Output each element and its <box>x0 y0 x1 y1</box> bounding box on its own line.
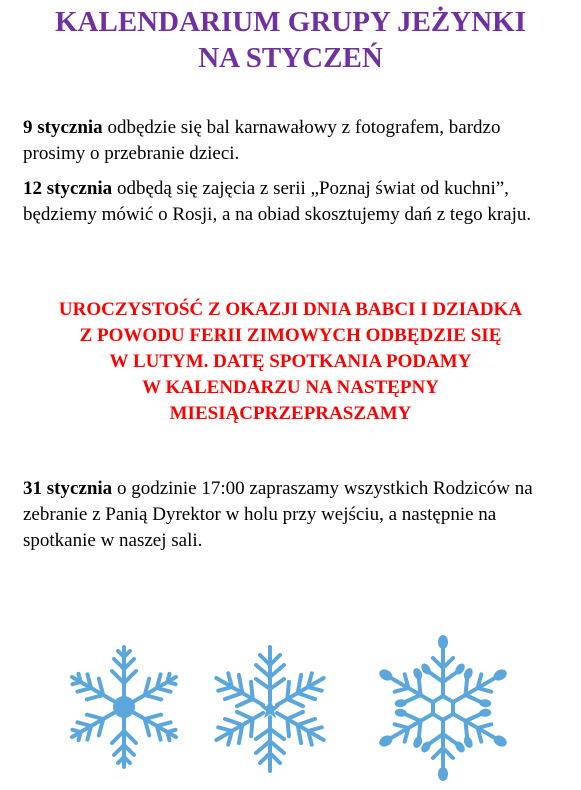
notice-line: MIESIĄCPRZEPRASZAMY <box>169 403 412 424</box>
event-date: 31 stycznia <box>23 478 113 499</box>
notice-line: UROCZYSTOŚĆ Z OKAZJI DNIA BABCI I DZIADKA <box>58 299 523 320</box>
snowflake-icon <box>204 642 336 776</box>
event-paragraph <box>23 176 563 228</box>
notice-line: W KALENDARZU NA NASTĘPNY <box>142 377 439 398</box>
snowflake-icon <box>372 632 514 784</box>
title-line-1: KALENDARIUM GRUPY JEŻYNKI <box>55 6 526 38</box>
event-paragraph <box>23 476 563 554</box>
event-date: 12 stycznia <box>23 178 113 199</box>
event-paragraph <box>23 115 563 167</box>
notice-line: Z POWODU FERII ZIMOWYCH ODBĘDZIE SIĘ <box>79 325 502 346</box>
event-text: odbędą się zajęcia z serii „Poznaj świat od kuchni”, będziemy mówić o Rosji, a na obiad skosztujemy dań z tego kraju. <box>23 178 532 225</box>
snowflake-row <box>0 628 581 788</box>
notice-line: W LUTYM. DATĘ SPOTKANIA PODAMY <box>109 351 472 372</box>
notice-block <box>0 297 581 427</box>
event-text: o godzinie 17:00 zapraszamy wszystkich Rodziców na zebranie z Panią Dyrektor w holu przy wejściu, a następnie na spotkanie w naszej sali. <box>23 478 533 551</box>
event-text: odbędzie się bal karnawałowy z fotografem, bardzo prosimy o przebranie dzieci. <box>23 117 501 164</box>
snowflake-icon <box>62 640 186 774</box>
event-date: 9 stycznia <box>23 117 103 138</box>
title-line-2: NA STYCZEŃ <box>198 42 383 74</box>
page-title <box>0 4 581 76</box>
